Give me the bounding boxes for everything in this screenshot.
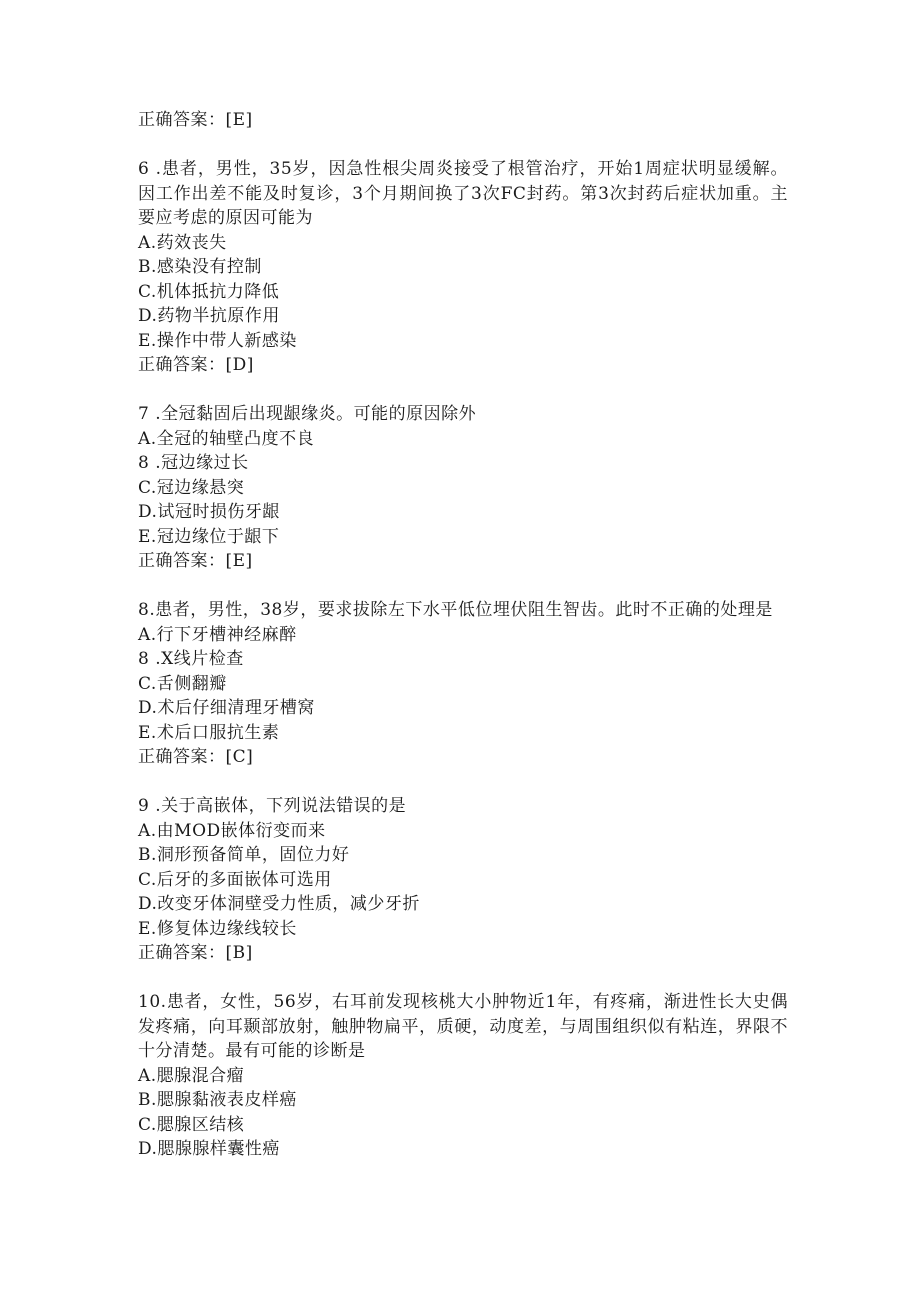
option-d: D.试冠时损伤牙龈 bbox=[138, 502, 280, 522]
question-stem: 8.患者，男性，38岁，要求拔除左下水平低位埋伏阻生智齿。此时不正确的处理是 bbox=[138, 600, 773, 620]
spacer bbox=[138, 133, 788, 158]
option-c: C.后牙的多面嵌体可选用 bbox=[138, 869, 332, 890]
spacer bbox=[138, 378, 788, 403]
question-stem: 9 .关于高嵌体，下列说法错误的是 bbox=[138, 796, 407, 816]
question-9 bbox=[138, 794, 788, 966]
spacer bbox=[138, 966, 788, 991]
answer-line: 正确答案：[B] bbox=[138, 943, 253, 963]
option-c: C.机体抵抗力降低 bbox=[138, 281, 280, 302]
option-d: D.术后仔细清理牙槽窝 bbox=[138, 698, 315, 718]
option-b: 8 .X线片检查 bbox=[138, 649, 244, 669]
option-b: B.洞形预备简单，固位力好 bbox=[138, 845, 350, 865]
option-e: E.操作中带人新感染 bbox=[138, 330, 297, 351]
option-d: D.腮腺腺样囊性癌 bbox=[138, 1139, 280, 1159]
option-e: E.术后口服抗生素 bbox=[138, 722, 280, 743]
option-a: A.行下牙槽神经麻醉 bbox=[138, 624, 297, 645]
question-6 bbox=[138, 157, 788, 378]
option-e: E.冠边缘位于龈下 bbox=[138, 526, 280, 547]
option-d: D.改变牙体洞壁受力性质，减少牙折 bbox=[138, 894, 420, 914]
question-7 bbox=[138, 402, 788, 574]
option-a: A.全冠的轴壁凸度不良 bbox=[138, 428, 315, 449]
answer-line: 正确答案：[C] bbox=[138, 747, 254, 767]
question-8 bbox=[138, 598, 788, 770]
option-a: A.药效丧失 bbox=[138, 232, 227, 253]
question-stem: 7 .全冠黏固后出现龈缘炎。可能的原因除外 bbox=[138, 404, 477, 424]
option-b: 8 .冠边缘过长 bbox=[138, 453, 249, 473]
answer-line: 正确答案：[E] bbox=[138, 110, 253, 130]
answer-line: 正确答案：[D] bbox=[138, 355, 254, 375]
question-stem: 6 .患者，男性，35岁，因急性根尖周炎接受了根管治疗，开始1周症状明显缓解。因工作出差不能及时复诊，3个月期间换了3次FC封药。第3次封药后症状加重。主要应考虑的原因可能为 bbox=[138, 159, 788, 228]
option-b: B.感染没有控制 bbox=[138, 257, 262, 277]
option-c: C.冠边缘悬突 bbox=[138, 477, 245, 498]
option-a: A.由MOD嵌体衍变而来 bbox=[138, 820, 326, 841]
spacer bbox=[138, 770, 788, 795]
option-b: B.腮腺黏液表皮样癌 bbox=[138, 1090, 297, 1110]
option-c: C.舌侧翻瓣 bbox=[138, 673, 227, 694]
answer-line: 正确答案：[E] bbox=[138, 551, 253, 571]
option-a: A.腮腺混合瘤 bbox=[138, 1065, 245, 1086]
option-d: D.药物半抗原作用 bbox=[138, 306, 280, 326]
option-c: C.腮腺区结核 bbox=[138, 1114, 245, 1135]
question-stem: 10.患者，女性，56岁，右耳前发现核桃大小肿物近1年，有疼痛，渐进性长大史偶发疼痛，向耳颞部放射，触肿物扁平，质硬，动度差，与周围组织似有粘连，界限不十分清楚。最有可能的诊断是 bbox=[138, 992, 788, 1061]
spacer bbox=[138, 574, 788, 599]
question-10 bbox=[138, 990, 788, 1162]
option-e: E.修复体边缘线较长 bbox=[138, 918, 297, 939]
document-page bbox=[138, 108, 788, 1162]
